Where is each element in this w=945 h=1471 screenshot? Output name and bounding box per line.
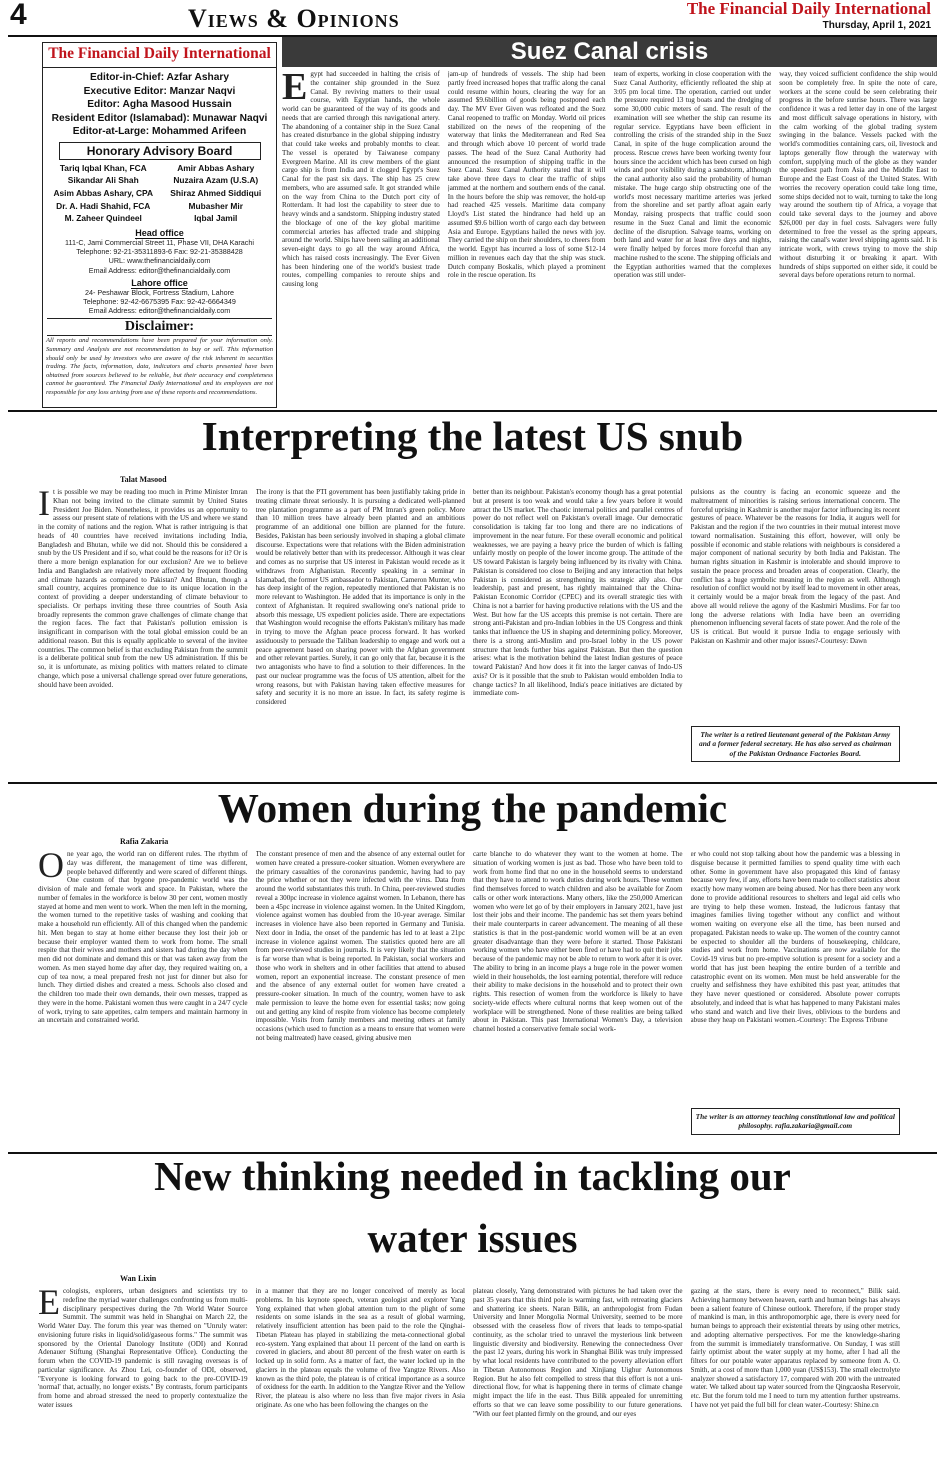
article-headline-line2: water issues xyxy=(367,1215,578,1261)
paper-name: The Financial Daily International xyxy=(686,0,931,18)
article-headline: Women during the pandemic xyxy=(217,785,728,831)
article-column: jam-up of hundreds of vessels. The ship had been partly freed increased hopes that traffic along the canal could resume within hours, clearing the way for an assumed $9.6billion of goods being postponed each day. The MV Ever Given was refloated and the Suez Canal reopened to traffic on Monday. World oil prices stabilized on the news of the reopening of the waterway that links the Mediterranean and Red Sea and through which above 10 percent of world trade passes. The head of the Suez Canal Authority had announced the resumption of shipping traffic in the Suez Canal. Suez Canal Authority stated that it will take above three days to clear the traffic of ships jammed at the northern and southern ends of the canal. In the hours before the ship was remover, the hold-up had reached 425 vessels. Maritime data company Lloyd's List stated the hindrance had held up an assumed $9.6 billion worth of cargo each day between Asia and Europe. Egyptians hailed the news with joy. They carried the ship on their shoulders, to cheers from the world. Egypt has incurred a loss of some $12-14 million in revenues each day that the ship was stuck. Dutch company Boskalis, which played a prominent role in the rescue operation. Its xyxy=(447,70,606,280)
article-body xyxy=(38,1287,900,1467)
board-member: Nuzaira Azam (U.S.A) xyxy=(173,175,259,186)
advisory-board xyxy=(43,160,276,226)
editor-line: Editor: Agha Masood Hussain xyxy=(87,99,232,110)
section-title: Views & Opinions xyxy=(188,4,400,33)
editorial-title: Suez Canal crisis xyxy=(282,37,937,67)
drop-cap: I xyxy=(38,488,50,523)
masthead-box xyxy=(42,42,277,408)
board-member: Sikandar Ali Shah xyxy=(67,175,139,186)
article-column: better than its neighbour. Pakistan's economy though has a great potential but at present is too weak and would take a few years before it would attract the US market. The chaotic internal politics and parallel centres of power do not reflect well on Pakistan's overall image. Our democratic consolidation is taking far too long and there are no indications of improvement in the near future. For these overall economic and political weaknesses, we are paying a heavy price the burden of which is falling unfairly mostly on people of the lower income group. The attitude of the US toward Pakistan is largely being influenced by its rivalry with China. Pakistan is considered too close to Beijing and any interaction that helps Pakistan is considered as strengthening its strategic ally also. Our leadership, past and present, has rightly maintained that the China-Pakistan Economic Corridor (CPEC) and its overall strategic ties with China is not a barrier for having productive relations with the US and the West. But how far the US accepts this premise is not certain. There are strong anti-Pakistan and pro-Indian lobbies in the US Congress and think tanks that influence the US in shaping and determining policy. Moreover, there is a strong anti-Muslim and pro-Israel lobby in the US power structure that lends further bias against Pakistan. But then the question arises: what is the motivation behind the latest Indian gestures of peace toward Pakistan? And how does it fit into the larger canvas of Indo-US axis? Or is it possible that the snub to Pakistan would embolden India to change tactics? In all likelihood, India's peace initiatives are dictated by immediate com- xyxy=(473,488,683,698)
issue-date: Thursday, April 1, 2021 xyxy=(822,20,931,31)
article-column: in a manner that they are no longer conceived of merely as local problems. In his keynote speech, veteran geologist and explorer Yang Yong explained that when global attention turn to the plight of some residents on some islands in the sea as a result of global warming, relatively insufficient attention has been paid to the role the Qinghai-Tibetan Plateau has played in stabilizing the meta-connectional global eco-system. Yang explained that about 11 percent of the land on earth is covered in glaciers, and about 80 percent of the fresh water on earth is locked up in solid form. As a matter of fact, the water locked up in the glaciers in the plateau equals the volume of five Yangtze Rivers. Also known as the third pole, the plateau is of critical importance as a source of oxidness for the earth. In addition to the Yangtze River and the Yellow River, the plateau is also where no less than five major rivers in Asia originate. As one who has been following the changes on the xyxy=(255,1287,465,1409)
board-member: M. Zaheer Quindeel xyxy=(64,213,142,224)
lahore-office-title: Lahore office xyxy=(131,277,188,288)
article-column: er who could not stop talking about how the pandemic was a blessing in disguise because it permitted families to spend quality time with each other. Some in government have also propagated this kind of fantasy because very few, if any, efforts have been made to collect statistics about exactly how many women are being abused. Nor has there been any work done to provide additional resources to shelters and legal aid cells who are trying to help these women. Instead, the ludicrous fantasy that imagines families living together without any conflict and without women waiting on everyone else all the time, has been nursed and propagated. Pakistan needs to wake up. The women of the country cannot be expected to shoulder all the burdens of housekeeping, childcare, studies and work from home. Vaccinations are now available for the Covid-19 virus but no pre-emptive solution is present for a society and a world that has just been heaping the entire burden of a terrible and catastrophic event on its women. Men must be held answerable for the cruelty and selfishness they have exhibited this past year, attitudes that they have never questioned or considered. Absolute power corrupts absolutely, and indeed that is what has happened to many Pakistani males who stand and watch and live their lives, oblivious to the burdens and abuse they heap on Pakistani women.-Courtesy: The Express Tribune The writer is an attorney teaching constitutional law and political philosophy. rafia.zakaria@gmail.com xyxy=(691,850,901,1146)
author-note: The writer is an attorney teaching constitutional law and political philosophy. rafia.zakaria@gmail.com xyxy=(691,1108,901,1135)
article-headline: New thinking needed in tackling our xyxy=(154,1153,791,1199)
board-member: Dr. A. Hadi Shahid, FCA xyxy=(56,200,151,211)
advisory-board-title: Honorary Advisory Board xyxy=(59,142,261,160)
article-column: gazing at the stars, there is every need to reconnect," Bilik said. Achieving harmony between heaven, earth and human beings has always been a salient feature of Chinese outlook. Therefore, if the proper study of mankind is man, in this anthropomorphic age, there is every need for human beings to approach their existential threats by using other metrics, and adopting alternative perspectives. For me the knowledge-sharing from the summit is immediately transformative. On Sunday, I was still fairly optimist about the water supply at my home, after I had all the filters for our potable water apparatus replaced by someone from A. O. Smith, at a cost of more than 1,000 yuan (US$153). The small electrolyte analyzer showed a satisfactory 17, compared with 200 with the untreated water. We talked about tap water sourced from the Qingcaosha Reservoir, etc. But the forum told me I need to turn my attention further upstreams. I have not yet paid the full bill for clean water.-Courtesy: Shine.cn xyxy=(690,1287,900,1409)
board-member: Asim Abbas Ashary, CPA xyxy=(53,187,154,198)
masthead-brand: The Financial Daily International xyxy=(43,43,276,68)
article-author: Rafia Zakaria xyxy=(120,837,169,846)
editorial-body xyxy=(282,70,937,404)
article-column: The constant presence of men and the absence of any external outlet for women have created a pressure-cooker situation. Women everywhere are the primary casualties of the coronavirus pandemic, having had to pay the price whether or not they were infected with the virus. Data from around the world substantiates this truth. In China, peer-reviewed studies reveal a 300pc increase in violence against women. In Lebanon, there has been a 45pc increase in violence against women. In the United Kingdom, violence against women has doubled from the 10-year average. Similar increases in violence have also been reported in Germany and Tunisia. Next door in India, the onset of the pandemic has led to at least a 21pc increase in violence against women. The statistics quoted here are all from peer-reviewed studies in journals. It is very likely that the situation is far worse than what is being reported. In Pakistan, social workers and those who work in shelters and in other facilities that attend to abused women, report an exponential increase. The constant presence of men and the absence of any external outlet for women have created a pressure-cooker situation. In much of the country, women have to ask male permission to leave the home even for essential tasks; now going out and getting any kind of respite from violence has become completely impossible. Visits from family members and meeting others at family occasions (which used to function as a means to ensure that women were not being maltreated) have ceased, giving abusive men xyxy=(255,850,465,1042)
article-column: Egypt had succeeded in halting the crisis of the container ship grounded in the Suez Canal. By reviving matters to their usual course, with Egyptian hands, the whole world can be guaranteed of the way of its goods and needs that are carried through this navigational artery. The abandoning of a container ship in the Suez Canal has created disturbance in the global shipping industry that could take weeks and probably months to clear. The vessel is operated by Taiwanese company Evergreen Marine. All its crew members of the giant cargo ship is from India and it clogged Egypt's Suez Canal for the past six days. The ship has 25 crew members, who are assumed safe. It got stranded while on the way from China to the Dutch port city of Rotterdam. It had lost the capability to steer due to heavy winds and a sandstorm. Shipping industry stated the blockage of one of the key global maritime commercial arteries has affected trade and shipping around the world. Ships have been sailing an additional seven-eight days to go all the way around Africa, which has raised costs increasingly. The Ever Given has been hindering one of the world's busiest trade routes, compelling companies to reroute ships and causing long xyxy=(282,70,440,288)
article-column: carte blanche to do whatever they want to the women at home. The situation of working women is just as bad. Those who have been told to work from home find that no one in the household seems to understand that they have to attend to work duties during work hours. These women find themselves forced to watch children and also be available for Zoom calls or other work interactions. Many others, like the 250,000 American women who were let go of by their employers in January 2021, have just lost their jobs and their income. The pandemic has set them years behind their male counterparts in career advancement. The meaning of all these statistics is that in the post-pandemic world women will be at an even greater disadvantage than they were before it started. Those Pakistani working women who have either been fired or have had to quit their jobs because of the pandemic may not be able to return to work after it is over. The ability to bring in an income plays a huge role in the power women wield in their households, the lost earning potential, therefore will reduce their ability to make decisions in the household and to protect their own rights. This resection of women from the workforce is likely to have society-wide effects where cultural norms that keep women out of the workplace will be strengthened. None of these realities are being talked about in Pakistan. This past International Women's Day, a television channel hosted a conservative female social work- xyxy=(473,850,683,1033)
board-right xyxy=(160,162,273,226)
board-member: Shiraz Ahmed Siddiqui xyxy=(170,187,262,198)
article-body xyxy=(38,850,900,1146)
drop-cap: E xyxy=(38,1287,60,1322)
disclaimer-title: Disclaimer: xyxy=(47,318,272,336)
drop-cap: O xyxy=(38,850,64,885)
editor-line: Executive Editor: Manzar Naqvi xyxy=(83,85,236,97)
editor-line: Resident Editor (Islamabad): Munawar Naqvi xyxy=(51,112,268,124)
board-member: Iqbal Jamil xyxy=(194,213,238,224)
article-body xyxy=(38,488,900,776)
head-office-title: Head office xyxy=(135,228,184,239)
board-member: Tariq Iqbal Khan, FCA xyxy=(59,162,147,173)
article-column: way, they voiced sufficient confidence the ship would soon be completely free. In spite the note of care, workers at the scene could be seen celebrating their progress in the before sunrise hours. There was large confidence it was a red letter day in one of the largest and most difficult salvage operations in history, with the calm working of the global trading system swinging in the balance. Vessels packed with the world's commodities containing cars, oil, livestock and laptops generally flow through the waterway with comfort, supplying much of the globe as they wander the speediest path from Asia and the Middle East to Europe and the East Coast of the United States. With worries the recovery operation could take long time, some ships decided not to wait, turning to take the long way around the southern tip of Africa, a voyage that could take several days to the journey and above $26,000 per day in fuel costs. Salvagers were fully determined to free the vessel as the spring appears, raising the canal's water level shipping agents said. It is intricate work, with crews trying to move the ship without disturbing it or breaking it apart. With hundreds of ships supported on either side, it could be several days before operations return to normal. xyxy=(779,70,937,280)
article-author: Talat Masood xyxy=(120,475,167,484)
board-member: Amir Abbas Ashary xyxy=(177,162,255,173)
article-column: team of experts, working in close cooperation with the Suez Canal Authority, efficiently refloated the ship at 3:05 pm local time. The operation, carried out under the pressure required 13 tug boats and the dredging of some 30,000 cubic meters of sand. The result of the examination will see whether the ship can resume its regular service. Egyptians have been efficient in controlling the crisis of the stranded ship in the Suez Canal, in spite of the huge complication around the process. Rescue crews have been working twenty four hours since the accident which has been cursed on high winds and poor visibility during a sandstorm, although the canal authority also said the probability of human mistake. The huge cargo ship obstructing one of the world's most necessary maritime arteries was jerked from the shoreline and set partly afloat again early Monday, raising prospects that traffic could soon resume in the Suez Canal and limit the economic decline of the disruption. Salvage teams, working on both land and water for at least five days and nights, were finally helped by forces more forceful than any machine rushed to the scene. The shipping officials and the Egyptian authorities warned that the complexes operation was still under- xyxy=(613,70,772,280)
drop-cap: E xyxy=(282,70,308,108)
disclaimer-text: All reports and recommendations have been prepared for your information only. Summary and Analysis are not recommendation to buy or sell. This information should only be used by investors who are aware of the risk inherent in securities trading. The facts, information, data, indicators and charts presented have been obtained from sources believed to be reliable, but their accuracy and completeness cannot be guaranteed. The Financial Daily International and its employees are not responsible for any loss arising from use of these reports and recommendations. xyxy=(46,337,273,396)
editor-line: Editor-in-Chief: Azfar Ashary xyxy=(89,72,230,83)
editor-line: Editor-at-Large: Mohammed Arifeen xyxy=(72,126,247,137)
article-column: plateau closely, Yang demonstrated with pictures he had taken over the past 35 years that this third pole is warming fast, with retreating glaciers and shattering ice sheets. Naran Bilik, an anthropologist from Fudan University and Inner Mongolia Normal University, seemed to be more obsessed with the ceaseless flow of rivers that leads to tempo-spatial continuity, as the scholar tried to unravel the mysterious link between linguistic diversity and biodiversity. Renewing the connectedness Over the past 12 years, during his work in Shanghai Bilik was truly impressed by what local residents have contributed to the poverty alleviation effort in Tibetan Autonomous Region and Xinjiang Uighur Autonomous Region. But he also felt compelled to stress that this effort is not a uni-directional flow, for what is happening there in terms of climate change might impact the life in the east. Thus Bilik appealed for unremitting efforts so that we can leave some possibility to our future generations. "With our feet planted firmly on the ground, and our eyes xyxy=(473,1287,683,1418)
article-column: pulsions as the country is facing an economic squeeze and the maltreatment of minorities is raising serious international concern. The forceful uprising in Kashmir is another major factor influencing its recent gestures of peace. Whatever be the reasons for India, it augurs well for Pakistan and the region if the two countries in their mutual interest move toward normalisation. Sustaining this effort, however, will only be possible if economic and stable relations with neighbours is considered a major component of national security by both India and Pakistan. The human rights situation in Kashmir is intolerable and should improve to sustain the peace process and broaden areas of cooperation. Clearly, the conflict has a huge symbolic meaning in the region as well. Although resolution of conflict would not by itself lead to movement in other areas, it certainly would be a major break from the legacy of the past. And above all would relieve the agony of the Kashmiri Muslims. For far too long the adverse relations with India have been an overriding phenomenon influencing several facets of state power. And the role of the US is critical. But would it pursue India to engage seriously with Pakistan on Kashmir and other major issues?-Courtesy: Dawn The writer is a retired lieutenant general of the Pakistan Army and a former federal secretary. He has also served as chairman of the Pakistan Ordnance Factories Board. xyxy=(691,488,901,776)
lahore-office-address: 24- Peshawar Block, Fortress Stadium, Lahore Telephone: 92-42-6675395 Fax: 92-42-6664349 Email Address: editor@thefinancialdaily.com xyxy=(83,287,236,316)
head-office-address: 111-C, Jami Commercial Street 11, Phase VII, DHA Karachi Telephone: 92-21-35311893-6 Fax: 92-21-35388428 URL: www.thefinancialdaily.com Email Address: editor@thefinancialdaily.com xyxy=(65,238,254,275)
article-column: Ecologists, explorers, urban designers and scientists try to redefine the myriad water challenges confronting us from multi-disciplinary perspectives during the 7th World Water Source Summit. The summit was held in Shanghai on March 22, the World Water Day. The forum this year was themed on "Unruly water: envisioning future risks in liquid/solid/gaseous forms." The summit was sponsored by the Oriental Danology Institute (ODI) and Konrad Adenauer Stiftung (Shanghai Representative Office). Conducting the forum when the COVID-19 pandemic is still ravaging overseas is of particular significance. As Zhou Lei, co-founder of ODI, observed, "Everyone is looking forward to going back to the pre-COVID-19 'normal' that, actually, no longer exists." By contrasts, forum participants from home and abroad stressed the need to properly contextualize the water issues xyxy=(38,1287,248,1409)
article-column: It is possible we may be reading too much in Prime Minister Imran Khan not being invited to the climate summit by United States President Joe Biden. Nonetheless, it provides us an opportunity to assess our present state of relations with the US and where we stand in the comity of nations and the region. What is rather intriguing is that heads of 40 countries have received invitations including India, Bangladesh and Bhutan, while we did not. Should this be considered a snub by the US President and if so, what could be the reasons for it? Or is there a more benign explanation for our exclusion? Are we to believe India and Bangladesh are relatively more affected by frequent flooding and climate hazards as compared to Pakistan? And Bhutan, though a small country, acquires prominence due to its unique location in the context of providing a deeper understanding of climate behaviour to specialists. Or perhaps inviting these three countries of South Asia broadly represents the common grave challenges of climate change that the region faces. The fact that Pakistan's pollution emission is insignificant in comparison with the total global emission could be an additional reason. But this is equally applicable to several of the invitee countries. The common belief is that excluding Pakistan from the summit is a deliberate political snub from the new US administration. If this be so, it is unfortunate, as mixing politics with matters related to climate change, which pose a universal challenge spread over future generations, should have been avoided. xyxy=(38,488,248,689)
article-column: One year ago, the world ran on different rules. The rhythm of day was different, the management of time was different, people behaved differently and were scared of different things. One custom of that bygone pre-pandemic world was the division of male and female work and space. In Pakistan, where the number of females in the workforce is below 30 per cent, women mostly stayed at home and men went to work. When the men left in the morning, the women turned to the repetitive tasks of washing and cooking that make a household run efficiently. All of this changed when the pandemic hit. Men began to stay at home either because they lost their job or because their employer wanted them to work from home. The small respite that their wives and mothers and sisters had during the day when men did not dominate and demand this or that was taken away from the women. As men stayed home day after day, they required waiting on, a cup of tea now, a meal prepared fresh not just for dinner but also for lunch. They dirtied dishes and created a mess. Schools also closed and the children too made their own demands, their own messes, trapped as they were in the home. Pakistani women thus were caught in a 24/7 cycle of work, trying to sate appetites, calm tempers and maintain harmony in an uncertain and constrained world. xyxy=(38,850,248,1025)
editors-list xyxy=(43,68,276,139)
board-left xyxy=(47,162,160,226)
author-note: The writer is a retired lieutenant general of the Pakistan Army and a former federal secretary. He has also served as chairman of the Pakistan Ordnance Factories Board. xyxy=(691,726,901,762)
article-headline: Interpreting the latest US snub xyxy=(201,413,744,459)
board-member: Mubasher Mir xyxy=(188,200,243,211)
article-column: The irony is that the PTI government has been justifiably taking pride in treating climate threat seriously. It is pursuing a dedicated well-planned tree plantation programme as a part of PM Imran's green policy. More than 10 million trees have already been planted and an ambitious programme of an additional one billion are planned for the future. Besides, Pakistan has been seriously involved in shaping a global climate discourse. Expectations were that relations with the Biden administration would be relatively better than with its predecessor. Although it was clear and comes as no surprise that US interest in Pakistan would recede as it withdraws from Afghanistan. Recently speaking in a seminar in Islamabad, the former US ambassador to Pakistan, Cameron Munter, who has deep insight of the region, repeatedly mentioned that Pakistan is no more relevant to Washington. He added that its importance is only in the context of Afghanistan. It required swallowing one's national pride to absorb this message, US expedient policies aside. There are expectations that Washington would recognise the efforts Pakistan's military has made in trying to move the Afghan peace process forward. It has worked assiduously to persuade the Taliban leadership to engage and work out a peace agreement based on sharing power with the Afghan government and other relevant parties. Surely, it can go only that far, because it is the two antagonists who have to find a solution to their differences. In the past our nuclear programme was the focus of US attention, albeit for the wrong reasons, but with Pakistan having taken effective measures for safety and security it is no more an issue. In fact, its safety regime is considered xyxy=(255,488,465,706)
page-number: 4 xyxy=(10,0,27,31)
article-author: Wan Lixin xyxy=(120,1274,157,1283)
